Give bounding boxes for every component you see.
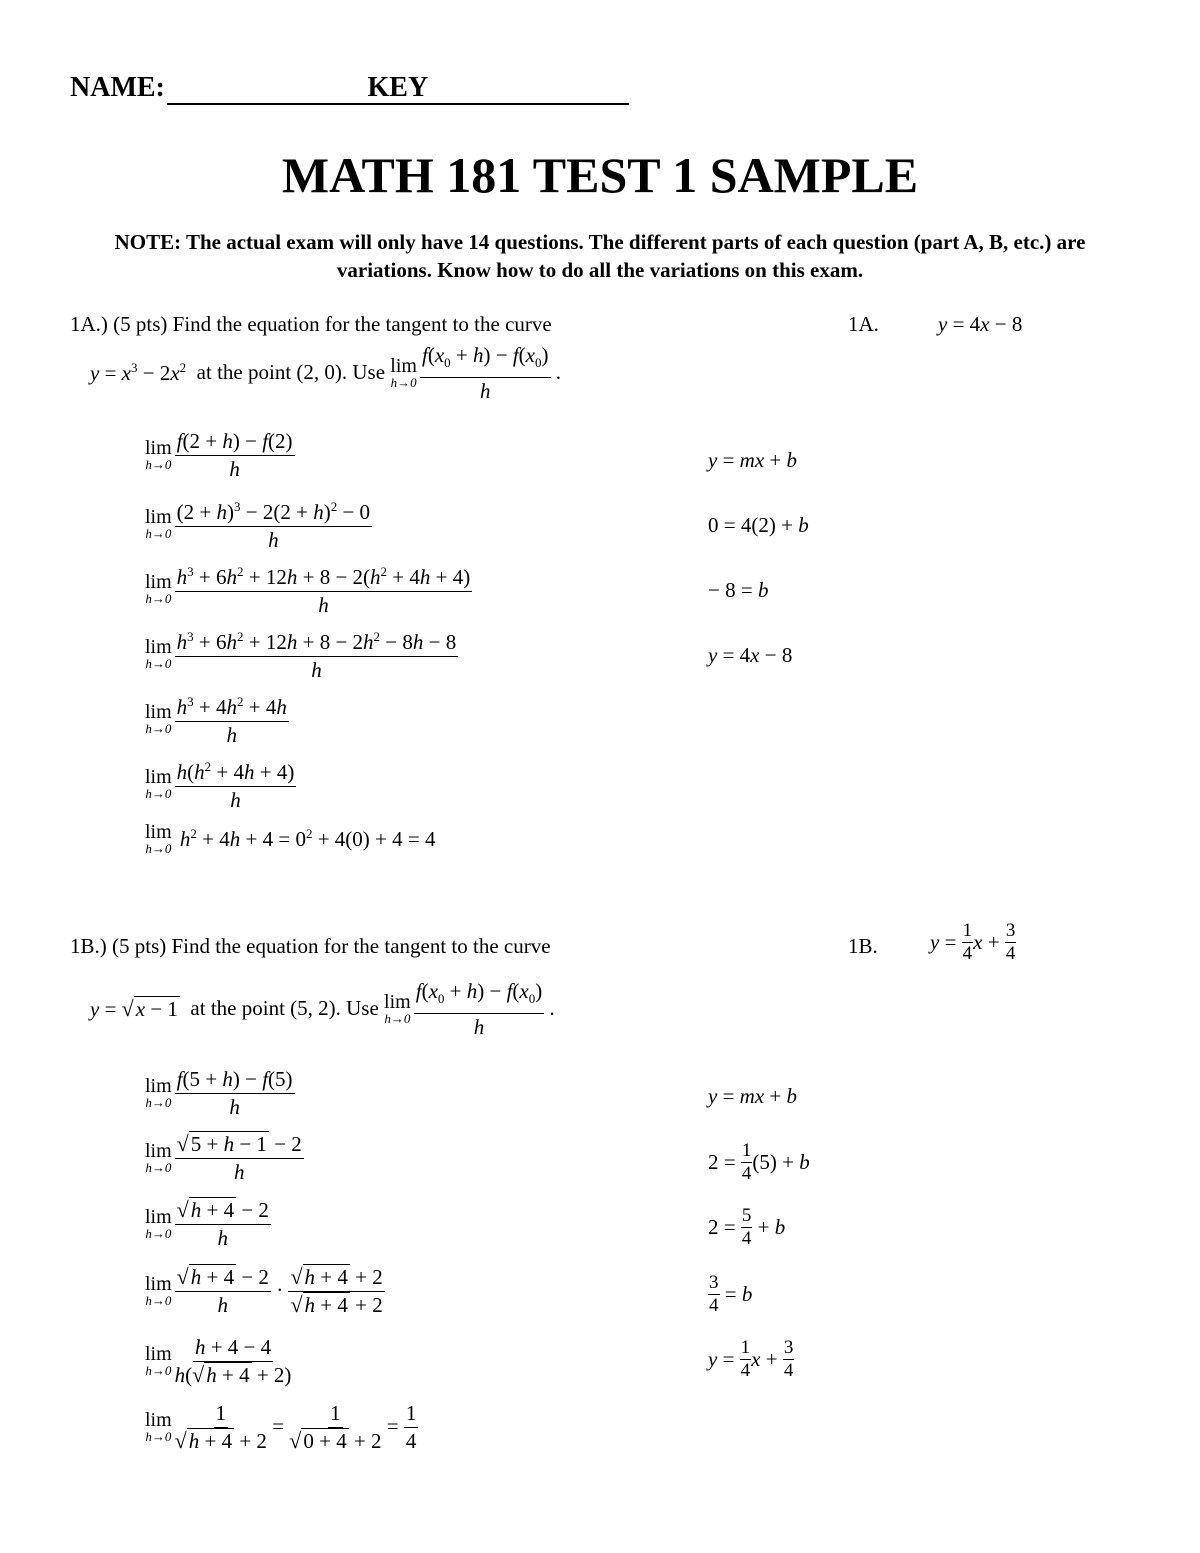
q1a-answer-label: 1A. (848, 312, 879, 336)
q1b-curve-line: y = √x − 1 at the point (5, 2). Use lim h→0 $\frac{f(x_0 + h) - f(x_0)}{h}$ . (90, 979, 555, 1040)
q1a-right-4: y = 4x − 8 (708, 643, 793, 667)
name-label: NAME: (70, 72, 165, 103)
q1b-step-4: lim h→0 $\frac{√h + 4 - 2}{h}$ · $\frac{√h + 4 + 2}{√h + 4 + 2}$ (145, 1264, 383, 1317)
q1a-right-1: y = mx + b (708, 448, 798, 472)
q1b-prompt: 1B.) (5 pts) Find the equation for the tangent to the curve (70, 934, 551, 958)
q1b-step-2: lim h→0 $\frac{√5 + h - 1 - 2}{h}$ (145, 1131, 302, 1184)
q1b-step-1: lim h→0 $\frac{f(5 + h) - f(5)}{h}$ (145, 1067, 293, 1119)
q1a-step-2: lim h→0 $\frac{(2 + h)^3 - 2(2 + h)^2 - 0}{h}$ (145, 494, 372, 552)
q1a-prompt: 1A.) (5 pts) Find the equation for the tangent to the curve (70, 312, 552, 336)
q1b-step-5: lim h→0 $\frac{h + 4 - 4}{h(√h + 4 + 2)}$ (145, 1335, 292, 1387)
q1a-step-7: lim h→0 $h^2 + 4h + 4 = 0^2 + 4(0) + 4 = 4$ (145, 821, 436, 856)
q1b-curve-text: at the point (5, 2). Use (190, 996, 379, 1021)
q1b-right-4: $\frac{3}{4}$ = b (709, 1272, 753, 1316)
q1a-step-5: lim h→0 $\frac{h^3 + 4h^2 + 4h}{h}$ (145, 689, 289, 747)
q1b-step-3: lim h→0 $\frac{√h + 4 - 2}{h}$ (145, 1197, 269, 1250)
q1a-step-1: lim h→0 $\frac{f(2 + h) - f(2)}{h}$ (145, 429, 293, 481)
q1b-right-3: 2 = $\frac{5}{4}$ + b (708, 1205, 786, 1249)
q1a-step-3: lim h→0 $\frac{h^3 + 6h^2 + 12h + 8 - 2(h^2 + 4h + 4)}{h}$ (145, 559, 472, 617)
q1b-answer-label: 1B. (848, 934, 878, 958)
q1a-answer: y = 4x − 8 (938, 312, 1023, 336)
q1a-curve-line: $y = x^3 - 2x^2$ at the point (2, 0). Use lim h→0 $\frac{f(x_0 + h) - f(x_0)}{h}$ . (90, 343, 561, 404)
exam-note: NOTE: The actual exam will only have 14 questions. The different parts of each question (part A, B, etc.) are variations. Know how to do all the variations on this exam. (114, 230, 1086, 282)
q1b-right-1: y = mx + b (708, 1084, 798, 1108)
name-value: KEY (167, 73, 629, 105)
q1a-step-6: lim h→0 $\frac{h(h^2 + 4h + 4)}{h}$ (145, 754, 296, 812)
q1a-right-3: − 8 = b (708, 578, 769, 602)
q1b-step-6: lim h→0 $\frac{1}{√h + 4 + 2}$ = $\frac{1}{√0 + 4 + 2}$ = $\frac{1}{4}$ (145, 1401, 417, 1453)
q1b-right-5: y = $\frac{1}{4}$ x + $\frac{3}{4}$ (708, 1337, 794, 1381)
q1b-answer: y = $\frac{1}{4}$ x + $\frac{3}{4}$ (930, 920, 1016, 964)
page-title: MATH 181 TEST 1 SAMPLE (281, 147, 919, 203)
q1a-right-2: 0 = 4(2) + b (708, 513, 809, 537)
q1a-step-4: lim h→0 $\frac{h^3 + 6h^2 + 12h + 8 - 2h^2 - 8h - 8}{h}$ (145, 624, 458, 682)
q1b-right-2: 2 = $\frac{1}{4}$ (5) + b (708, 1140, 810, 1184)
q1a-curve-text: at the point (2, 0). Use (196, 360, 386, 385)
name-line (70, 72, 629, 105)
